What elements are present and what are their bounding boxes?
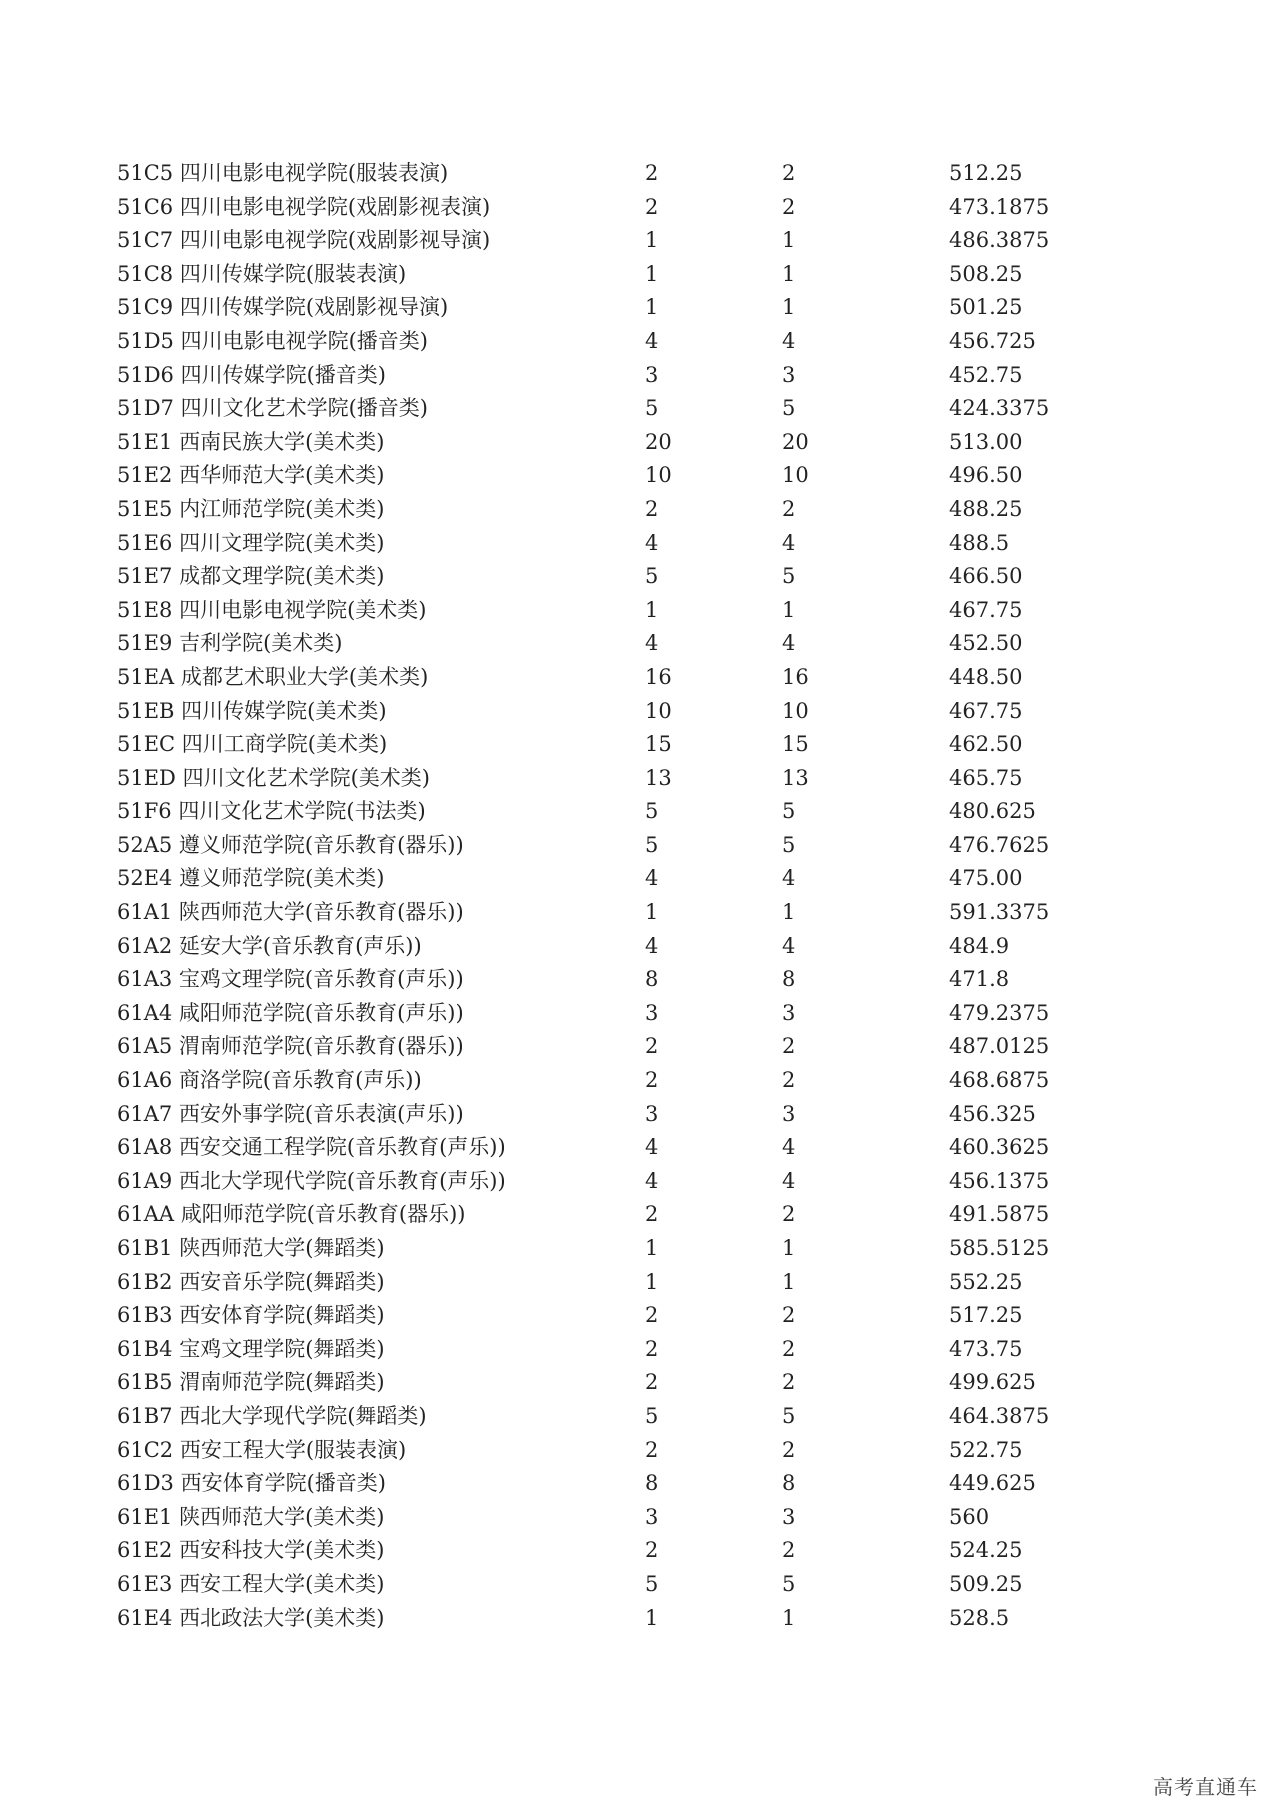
plan-count-cell: 1: [645, 597, 659, 622]
min-score-cell: 473.75: [949, 1336, 1023, 1361]
plan-count-cell: 2: [645, 1370, 659, 1395]
admit-count-cell: 1: [782, 295, 796, 320]
plan-count-cell: 16: [645, 664, 672, 689]
school-major-cell: 51E7 成都文理学院(美术类): [117, 564, 385, 589]
min-score-cell: 552.25: [949, 1269, 1023, 1294]
admit-count-cell: 2: [782, 1034, 796, 1059]
plan-count-cell: 2: [645, 1202, 659, 1227]
plan-count-cell: 4: [645, 328, 659, 353]
admit-count-cell: 4: [782, 866, 796, 891]
table-row: [117, 560, 1177, 594]
table-row: [117, 1232, 1177, 1266]
min-score-cell: 480.625: [949, 799, 1036, 824]
school-major-cell: 51EA 成都艺术职业大学(美术类): [117, 664, 429, 689]
table-row: [117, 1602, 1177, 1636]
table-row: [117, 1501, 1177, 1535]
min-score-cell: 476.7625: [949, 832, 1050, 857]
plan-count-cell: 4: [645, 866, 659, 891]
plan-count-cell: 4: [645, 1168, 659, 1193]
admit-count-cell: 5: [782, 1571, 796, 1596]
admission-table: [117, 157, 1177, 1635]
school-major-cell: 61A3 宝鸡文理学院(音乐教育(声乐)): [117, 967, 464, 992]
min-score-cell: 508.25: [949, 261, 1023, 286]
admit-count-cell: 4: [782, 933, 796, 958]
plan-count-cell: 5: [645, 1571, 659, 1596]
plan-count-cell: 1: [645, 900, 659, 925]
table-row: [117, 1198, 1177, 1232]
table-row: [117, 426, 1177, 460]
min-score-cell: 486.3875: [949, 228, 1050, 253]
table-row: [117, 1098, 1177, 1132]
school-major-cell: 61A7 西安外事学院(音乐表演(声乐)): [117, 1101, 464, 1126]
min-score-cell: 471.8: [949, 967, 1010, 992]
plan-count-cell: 1: [645, 1236, 659, 1260]
min-score-cell: 528.5: [949, 1605, 1010, 1630]
table-row: [117, 1266, 1177, 1300]
school-major-cell: 52A5 遵义师范学院(音乐教育(器乐)): [117, 832, 464, 857]
min-score-cell: 468.6875: [949, 1068, 1050, 1093]
school-major-cell: 51C7 四川电影电视学院(戏剧影视导演): [117, 228, 491, 253]
min-score-cell: 449.625: [949, 1471, 1036, 1496]
admit-count-cell: 20: [782, 429, 809, 454]
admit-count-cell: 16: [782, 664, 809, 689]
plan-count-cell: 1: [645, 295, 659, 320]
plan-count-cell: 5: [645, 564, 659, 589]
table-row: [117, 1333, 1177, 1367]
min-score-cell: 465.75: [949, 765, 1023, 790]
admit-count-cell: 2: [782, 496, 796, 521]
table-row: [117, 258, 1177, 292]
min-score-cell: 488.25: [949, 496, 1023, 521]
plan-count-cell: 2: [645, 496, 659, 521]
school-major-cell: 61B5 渭南师范学院(舞蹈类): [117, 1370, 385, 1395]
admit-count-cell: 2: [782, 194, 796, 219]
table-row: [117, 862, 1177, 896]
min-score-cell: 522.75: [949, 1437, 1023, 1462]
admit-count-cell: 8: [782, 1471, 796, 1496]
admit-count-cell: 2: [782, 1370, 796, 1395]
school-major-cell: 51F6 四川文化艺术学院(书法类): [117, 799, 426, 824]
admit-count-cell: 5: [782, 1403, 796, 1428]
admit-count-cell: 10: [782, 698, 809, 723]
admit-count-cell: 4: [782, 328, 796, 353]
plan-count-cell: 5: [645, 396, 659, 421]
table-row: [117, 224, 1177, 258]
table-row: [117, 1366, 1177, 1400]
admit-count-cell: 2: [782, 1303, 796, 1328]
plan-count-cell: 2: [645, 1034, 659, 1059]
school-major-cell: 61A2 延安大学(音乐教育(声乐)): [117, 933, 422, 958]
admit-count-cell: 1: [782, 1269, 796, 1294]
admit-count-cell: 5: [782, 799, 796, 824]
school-major-cell: 61E4 西北政法大学(美术类): [117, 1605, 385, 1630]
min-score-cell: 487.0125: [949, 1034, 1050, 1059]
school-major-cell: 51EC 四川工商学院(美术类): [117, 732, 388, 757]
table-row: [117, 594, 1177, 628]
admit-count-cell: 3: [782, 1504, 796, 1529]
min-score-cell: 460.3625: [949, 1135, 1050, 1160]
plan-count-cell: 10: [645, 463, 672, 488]
min-score-cell: 484.9: [949, 933, 1010, 958]
school-major-cell: 61D3 西安体育学院(播音类): [117, 1471, 386, 1496]
admit-count-cell: 4: [782, 530, 796, 555]
school-major-cell: 61B7 西北大学现代学院(舞蹈类): [117, 1403, 427, 1428]
table-row: [117, 762, 1177, 796]
min-score-cell: 509.25: [949, 1571, 1023, 1596]
plan-count-cell: 2: [645, 1437, 659, 1462]
plan-count-cell: 4: [645, 1135, 659, 1160]
min-score-cell: 424.3375: [949, 396, 1050, 421]
plan-count-cell: 5: [645, 832, 659, 857]
table-row: [117, 1534, 1177, 1568]
min-score-cell: 499.625: [949, 1370, 1036, 1395]
min-score-cell: 448.50: [949, 664, 1023, 689]
table-row: [117, 963, 1177, 997]
plan-count-cell: 3: [645, 362, 659, 387]
table-row: [117, 392, 1177, 426]
plan-count-cell: 3: [645, 1101, 659, 1126]
school-major-cell: 51EB 四川传媒学院(美术类): [117, 698, 387, 723]
admit-count-cell: 2: [782, 1202, 796, 1227]
school-major-cell: 61B1 陕西师范大学(舞蹈类): [117, 1236, 385, 1260]
school-major-cell: 61E3 西安工程大学(美术类): [117, 1571, 385, 1596]
school-major-cell: 61B2 西安音乐学院(舞蹈类): [117, 1269, 385, 1294]
min-score-cell: 456.1375: [949, 1168, 1050, 1193]
table-row: [117, 1131, 1177, 1165]
admit-count-cell: 1: [782, 228, 796, 253]
school-major-cell: 51C8 四川传媒学院(服装表演): [117, 261, 407, 286]
school-major-cell: 51D7 四川文化艺术学院(播音类): [117, 396, 428, 421]
school-major-cell: 51C9 四川传媒学院(戏剧影视导演): [117, 295, 449, 320]
school-major-cell: 51E1 西南民族大学(美术类): [117, 429, 385, 454]
table-row: [117, 1434, 1177, 1468]
school-major-cell: 51C6 四川电影电视学院(戏剧影视表演): [117, 194, 491, 219]
plan-count-cell: 8: [645, 1471, 659, 1496]
plan-count-cell: 10: [645, 698, 672, 723]
plan-count-cell: 1: [645, 228, 659, 253]
admit-count-cell: 13: [782, 765, 809, 790]
table-row: [117, 695, 1177, 729]
min-score-cell: 488.5: [949, 530, 1010, 555]
school-major-cell: 61A1 陕西师范大学(音乐教育(器乐)): [117, 900, 464, 925]
min-score-cell: 513.00: [949, 429, 1023, 454]
school-major-cell: 51E6 四川文理学院(美术类): [117, 530, 385, 555]
school-major-cell: 61A5 渭南师范学院(音乐教育(器乐)): [117, 1034, 464, 1059]
min-score-cell: 467.75: [949, 698, 1023, 723]
min-score-cell: 467.75: [949, 597, 1023, 622]
min-score-cell: 512.25: [949, 161, 1023, 185]
plan-count-cell: 2: [645, 1336, 659, 1361]
school-major-cell: 51C5 四川电影电视学院(服装表演): [117, 161, 449, 185]
admit-count-cell: 1: [782, 900, 796, 925]
table-row: [117, 1467, 1177, 1501]
table-row: [117, 359, 1177, 393]
table-row: [117, 997, 1177, 1031]
admit-count-cell: 15: [782, 732, 809, 757]
table-row: [117, 896, 1177, 930]
plan-count-cell: 13: [645, 765, 672, 790]
admit-count-cell: 3: [782, 362, 796, 387]
plan-count-cell: 2: [645, 194, 659, 219]
school-major-cell: 51E9 吉利学院(美术类): [117, 631, 343, 656]
school-major-cell: 51ED 四川文化艺术学院(美术类): [117, 765, 430, 790]
school-major-cell: 61AA 咸阳师范学院(音乐教育(器乐)): [117, 1202, 466, 1227]
min-score-cell: 456.725: [949, 328, 1036, 353]
min-score-cell: 560: [949, 1504, 990, 1529]
table-row: [117, 493, 1177, 527]
table-row: [117, 1299, 1177, 1333]
table-row: [117, 1400, 1177, 1434]
min-score-cell: 466.50: [949, 564, 1023, 589]
min-score-cell: 524.25: [949, 1538, 1023, 1563]
min-score-cell: 585.5125: [949, 1236, 1050, 1260]
school-major-cell: 61B3 西安体育学院(舞蹈类): [117, 1303, 385, 1328]
admit-count-cell: 1: [782, 1236, 796, 1260]
admit-count-cell: 4: [782, 631, 796, 656]
school-major-cell: 52E4 遵义师范学院(美术类): [117, 866, 385, 891]
min-score-cell: 456.325: [949, 1101, 1036, 1126]
plan-count-cell: 15: [645, 732, 672, 757]
table-row: [117, 291, 1177, 325]
plan-count-cell: 1: [645, 1269, 659, 1294]
school-major-cell: 51D5 四川电影电视学院(播音类): [117, 328, 428, 353]
school-major-cell: 51E5 内江师范学院(美术类): [117, 496, 385, 521]
school-major-cell: 61A4 咸阳师范学院(音乐教育(声乐)): [117, 1000, 464, 1025]
plan-count-cell: 1: [645, 261, 659, 286]
min-score-cell: 496.50: [949, 463, 1023, 488]
min-score-cell: 473.1875: [949, 194, 1050, 219]
admit-count-cell: 5: [782, 832, 796, 857]
plan-count-cell: 5: [645, 1403, 659, 1428]
admit-count-cell: 2: [782, 1538, 796, 1563]
plan-count-cell: 2: [645, 161, 659, 185]
plan-count-cell: 8: [645, 967, 659, 992]
min-score-cell: 491.5875: [949, 1202, 1050, 1227]
school-major-cell: 61B4 宝鸡文理学院(舞蹈类): [117, 1336, 385, 1361]
plan-count-cell: 3: [645, 1000, 659, 1025]
table-row: [117, 829, 1177, 863]
plan-count-cell: 4: [645, 631, 659, 656]
min-score-cell: 479.2375: [949, 1000, 1050, 1025]
school-major-cell: 51E2 西华师范大学(美术类): [117, 463, 385, 488]
plan-count-cell: 4: [645, 933, 659, 958]
table-row: [117, 930, 1177, 964]
table-row: [117, 157, 1177, 191]
table-row: [117, 1064, 1177, 1098]
table-row: [117, 191, 1177, 225]
plan-count-cell: 4: [645, 530, 659, 555]
school-major-cell: 61A8 西安交通工程学院(音乐教育(声乐)): [117, 1135, 506, 1160]
table-row: [117, 728, 1177, 762]
school-major-cell: 61A9 西北大学现代学院(音乐教育(声乐)): [117, 1168, 506, 1193]
min-score-cell: 462.50: [949, 732, 1023, 757]
school-major-cell: 51E8 四川电影电视学院(美术类): [117, 597, 427, 622]
admit-count-cell: 2: [782, 1068, 796, 1093]
table-row: [117, 325, 1177, 359]
min-score-cell: 475.00: [949, 866, 1023, 891]
table-row: [117, 1568, 1177, 1602]
admit-count-cell: 4: [782, 1135, 796, 1160]
school-major-cell: 51D6 四川传媒学院(播音类): [117, 362, 386, 387]
admit-count-cell: 2: [782, 1336, 796, 1361]
table-row: [117, 627, 1177, 661]
plan-count-cell: 2: [645, 1538, 659, 1563]
table-row: [117, 459, 1177, 493]
plan-count-cell: 3: [645, 1504, 659, 1529]
admit-count-cell: 3: [782, 1000, 796, 1025]
admit-count-cell: 1: [782, 261, 796, 286]
admit-count-cell: 10: [782, 463, 809, 488]
admit-count-cell: 1: [782, 1605, 796, 1630]
school-major-cell: 61E1 陕西师范大学(美术类): [117, 1504, 385, 1529]
plan-count-cell: 1: [645, 1605, 659, 1630]
table-row: [117, 795, 1177, 829]
admit-count-cell: 8: [782, 967, 796, 992]
table-row: [117, 661, 1177, 695]
admit-count-cell: 1: [782, 597, 796, 622]
plan-count-cell: 2: [645, 1303, 659, 1328]
admit-count-cell: 3: [782, 1101, 796, 1126]
school-major-cell: 61A6 商洛学院(音乐教育(声乐)): [117, 1068, 422, 1093]
min-score-cell: 501.25: [949, 295, 1023, 320]
admit-count-cell: 4: [782, 1168, 796, 1193]
admit-count-cell: 2: [782, 161, 796, 185]
min-score-cell: 591.3375: [949, 900, 1050, 925]
watermark: 高考直通车: [1153, 1775, 1258, 1799]
admit-count-cell: 2: [782, 1437, 796, 1462]
plan-count-cell: 2: [645, 1068, 659, 1093]
admit-count-cell: 5: [782, 564, 796, 589]
min-score-cell: 517.25: [949, 1303, 1023, 1328]
table-row: [117, 1030, 1177, 1064]
min-score-cell: 464.3875: [949, 1403, 1050, 1428]
school-major-cell: 61C2 西安工程大学(服装表演): [117, 1437, 407, 1462]
school-major-cell: 61E2 西安科技大学(美术类): [117, 1538, 385, 1563]
plan-count-cell: 20: [645, 429, 672, 454]
table-row: [117, 1165, 1177, 1199]
min-score-cell: 452.75: [949, 362, 1023, 387]
min-score-cell: 452.50: [949, 631, 1023, 656]
table-row: [117, 527, 1177, 561]
plan-count-cell: 5: [645, 799, 659, 824]
admit-count-cell: 5: [782, 396, 796, 421]
